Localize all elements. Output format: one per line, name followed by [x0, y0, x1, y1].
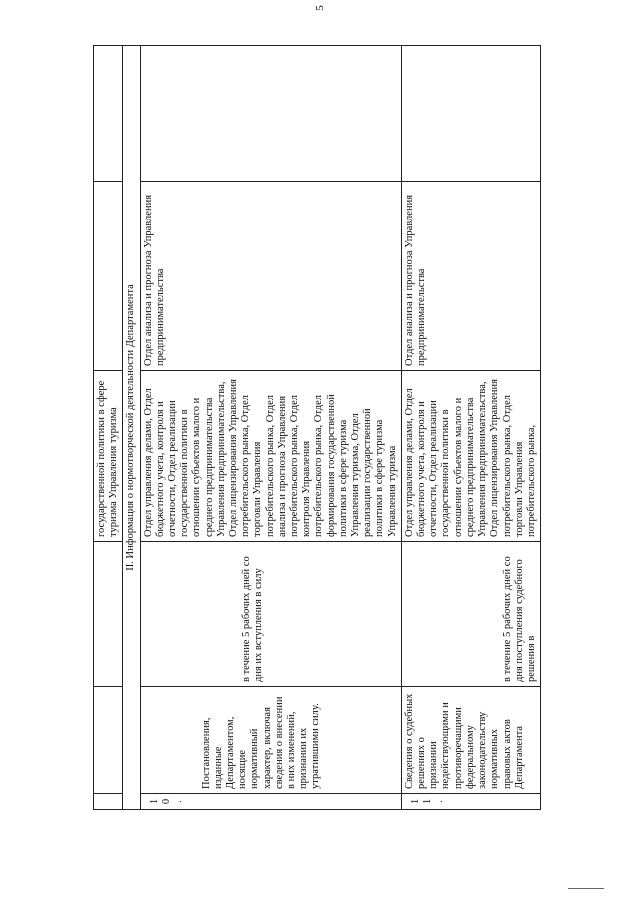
cell-top-text: государственной политики в сфере туризма Управления туризма — [94, 371, 123, 542]
cell-empty — [94, 542, 123, 687]
row-deadline: в течение 5 рабочих дней со дня поступления судебного решения в — [401, 542, 541, 687]
row-name: Сведения о судебных решениях о признании недействующими и противоречащими федеральному законодательству нормативных правовых актов Департамента — [401, 687, 541, 794]
cell-empty — [94, 46, 123, 182]
row-deadline: в течение 5 рабочих дней со дня их вступления в силу — [140, 542, 401, 687]
section-title: II. Информация о нормотворческой деятельности Департамента — [123, 46, 140, 810]
row-number: 10. — [140, 794, 401, 810]
table-row — [94, 46, 123, 810]
cell-empty — [94, 794, 123, 810]
row-coexecutor: Отдел анализа и прогноза Управления предпринимательства — [401, 182, 541, 371]
row-coexecutor: Отдел анализа и прогноза Управления предпринимательства — [140, 182, 401, 371]
rotated-page — [93, 45, 538, 810]
cell-empty — [140, 46, 401, 182]
row-responsible: Отдел управления делами, Отдел бюджетного учета, контроля и отчетности, Отдел реализации государственной политики в отношении субъектов малого и среднего предпринимательства Управления предпринимательства, Отдел лицензирования Управления потребительского рынка, Отдел торговли Управления потребительского рынка, — [401, 371, 541, 542]
table-row — [401, 46, 541, 810]
cell-empty — [94, 182, 123, 371]
page-number: 5 — [314, 5, 326, 11]
row-number: 11. — [401, 794, 541, 810]
row-responsible: Отдел управления делами, Отдел бюджетного учета, контроля и отчетности, Отдел реализации государственной политики в отношении субъектов малого и среднего предпринимательства Управления предпринимательства, Отдел лицензирования Управления потребительского рынка, Отдел торговли Управления потребительского рынка, Отдел анализа и прогноза Управления потребительского рынка, Отдел контроля Управления потребительского рынка, Отдел формирования государственной политики в сфере туризма Управления туризма, Отдел реализации государственной политики в сфере туризма Управления туризма — [140, 371, 401, 542]
table-row — [140, 46, 401, 810]
cell-empty — [401, 46, 541, 182]
row-name: Постановления, изданные Департаментом, носящие нормативный характер, включая сведения о внесении в них изменений, признании их утратившими силу. — [140, 687, 401, 794]
bottom-rule — [568, 888, 604, 889]
cell-empty — [94, 687, 123, 794]
section-row — [123, 46, 140, 810]
document-table — [93, 45, 541, 810]
